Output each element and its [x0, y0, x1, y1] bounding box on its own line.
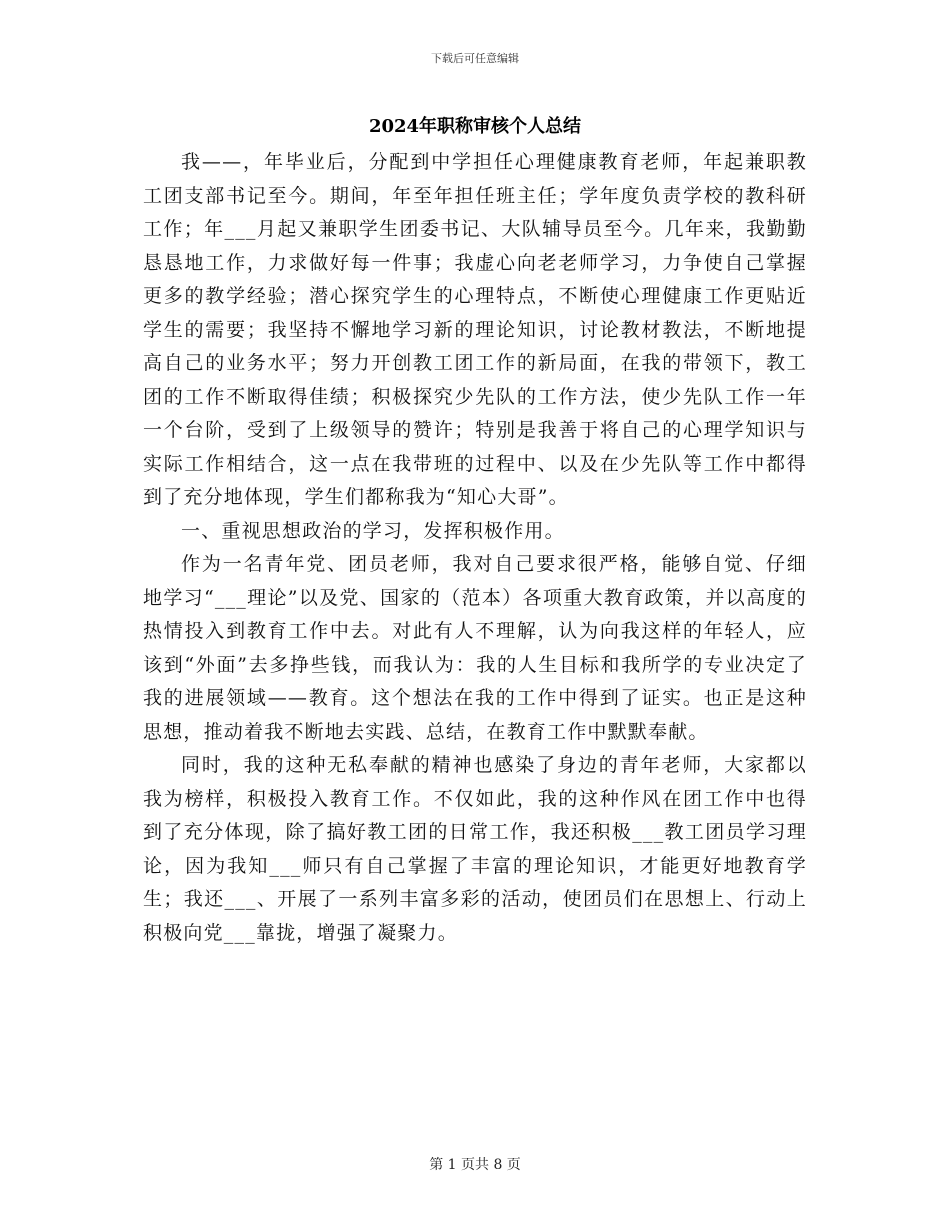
page-footer: 第 1 页共 8 页	[429, 1157, 521, 1173]
section-heading-1: 一、重视思想政治的学习，发挥积极作用。	[181, 519, 565, 542]
body-paragraph: 作为一名青年党、团员老师，我对自己要求很严格，能够自觉、仔细地学习“___理论”以及党、国家的（范本）各项重大教育政策，并以高度的热情投入到教育工作中去。对此有人不理解，认为向我这样的年轻人，应该到“外面”去多挣些钱，而我认为：我的人生目标和我所学的专业决定了我的进展领域——教育。这个想法在我的工作中得到了证实。也正是这种思想，推动着我不断地去实践、总结，在教育工作中默默奉献。	[143, 553, 807, 743]
intro-paragraph: 我——，年毕业后，分配到中学担任心理健康教育老师，年起兼职教工团支部书记至今。期间，年至年担任班主任；学年度负责学校的教科研工作；年___月起又兼职学生团委书记、大队辅导员至今。几年来，我勤勤恳恳地工作，力求做好每一件事；我虚心向老老师学习，力争使自己掌握更多的教学经验；潜心探究学生的心理特点，不断使心理健康工作更贴近学生的需要；我坚持不懈地学习新的理论知识，讨论教材教法，不断地提高自己的业务水平；努力开创教工团工作的新局面，在我的带领下，教工团的工作不断取得佳绩；积极探究少先队的工作方法，使少先队工作一年一个台阶，受到了上级领导的赞许；特别是我善于将自己的心理学知识与实际工作相结合，这一点在我带班的过程中、以及在少先队等工作中都得到了充分地体现，学生们都称我为“知心大哥”。	[143, 151, 807, 508]
document-body	[143, 146, 807, 950]
page-header: 下载后可任意编辑	[431, 52, 519, 65]
body-paragraph: 同时，我的这种无私奉献的精神也感染了身边的青年老师，大家都以我为榜样，积极投入教育工作。不仅如此，我的这种作风在团工作中也得到了充分体现，除了搞好教工团的日常工作，我还积极___教工团员学习理论，因为我知___师只有自己掌握了丰富的理论知识，才能更好地教育学生；我还___、开展了一系列丰富多彩的活动，使团员们在思想上、行动上积极向党___靠拢，增强了凝聚力。	[143, 754, 807, 944]
document-title: 2024年职称审核个人总结	[368, 116, 582, 137]
